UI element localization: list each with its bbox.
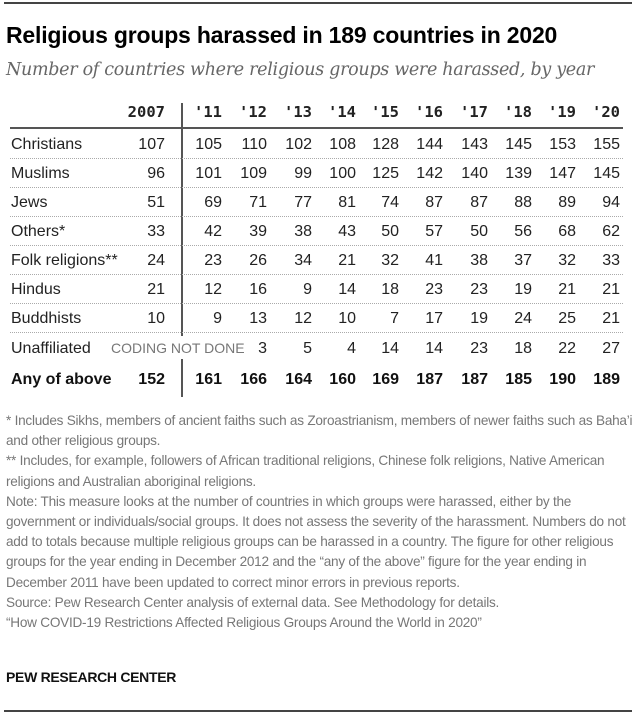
data-cell: 50 — [381, 223, 399, 240]
table-row-unaffiliated — [0, 334, 640, 363]
footnote-note: Note: This measure looks at the number of countries in which groups were harassed, either by the government or individuals/social groups. It does not assess the severity of the harassment. Numbers do not add to totals because multiple religious groups can be harassed in a country. The figure for other religious groups for the year ending in December 2012 and the “any of the above” figure for the year ending in December 2011 have been updated to correct minor errors in previous reports. — [6, 493, 626, 590]
data-cell: 12 — [294, 310, 312, 327]
data-cell: 145 — [593, 165, 620, 182]
data-cell: 190 — [549, 371, 576, 388]
data-cell: 18 — [381, 281, 399, 298]
data-cell: 185 — [505, 371, 532, 388]
data-cell: 32 — [381, 252, 399, 269]
data-cell: 88 — [514, 194, 532, 211]
data-cell: 21 — [602, 281, 620, 298]
row-label: Folk religions** — [11, 252, 118, 269]
data-cell: 109 — [240, 165, 267, 182]
data-cell: 21 — [147, 281, 165, 298]
data-cell: 14 — [381, 340, 399, 357]
row-label: Jews — [11, 194, 48, 211]
table-row — [0, 246, 640, 275]
data-cell: 108 — [329, 136, 356, 153]
data-cell: 166 — [240, 371, 267, 388]
data-cell: 18 — [514, 340, 532, 357]
data-cell: 23 — [470, 340, 488, 357]
column-header: '11 — [194, 103, 222, 121]
data-cell: 24 — [514, 310, 532, 327]
footnote-folk: ** Includes, for example, followers of African traditional religions, Chinese folk religions, Native American religions and Australian aboriginal religions. — [6, 453, 605, 489]
coding-not-done-note: CODING NOT DONE — [111, 340, 245, 356]
header-rule — [10, 127, 623, 129]
column-header: '19 — [548, 103, 576, 121]
data-cell: 41 — [425, 252, 443, 269]
data-cell: 189 — [593, 371, 620, 388]
data-cell: 37 — [514, 252, 532, 269]
data-cell: 161 — [195, 371, 222, 388]
column-header: 2007 — [127, 103, 165, 121]
data-cell: 102 — [285, 136, 312, 153]
data-cell: 23 — [204, 252, 222, 269]
data-cell: 3 — [258, 340, 267, 357]
brand-logo-text: PEW RESEARCH CENTER — [6, 669, 177, 685]
table-row — [0, 130, 640, 159]
data-cell: 51 — [147, 194, 165, 211]
column-header: '12 — [239, 103, 267, 121]
data-cell: 19 — [470, 310, 488, 327]
data-cell: 125 — [372, 165, 399, 182]
chart-subtitle: Number of countries where religious groups were harassed, by year — [6, 60, 595, 80]
data-cell: 87 — [425, 194, 443, 211]
data-cell: 94 — [602, 194, 620, 211]
row-label: Buddhists — [11, 310, 82, 327]
column-header: '13 — [284, 103, 312, 121]
data-cell: 12 — [204, 281, 222, 298]
row-label: Any of above — [11, 371, 112, 388]
data-cell: 187 — [461, 371, 488, 388]
data-cell: 100 — [329, 165, 356, 182]
table-row-total — [0, 365, 640, 394]
data-cell: 13 — [249, 310, 267, 327]
table-row — [0, 275, 640, 304]
table-row — [0, 304, 640, 333]
data-cell: 128 — [372, 136, 399, 153]
data-cell: 147 — [549, 165, 576, 182]
row-label: Christians — [11, 136, 83, 153]
bottom-rule — [4, 710, 632, 712]
column-header: '17 — [460, 103, 488, 121]
data-cell: 152 — [138, 371, 165, 388]
data-cell: 9 — [303, 281, 312, 298]
data-cell: 164 — [285, 371, 312, 388]
data-cell: 43 — [338, 223, 356, 240]
data-cell: 14 — [338, 281, 356, 298]
data-cell: 4 — [347, 340, 356, 357]
data-cell: 38 — [294, 223, 312, 240]
data-cell: 169 — [372, 371, 399, 388]
data-cell: 19 — [514, 281, 532, 298]
data-cell: 23 — [470, 281, 488, 298]
column-header: '18 — [504, 103, 532, 121]
data-cell: 62 — [602, 223, 620, 240]
table-row — [0, 217, 640, 246]
data-cell: 81 — [338, 194, 356, 211]
data-cell: 34 — [294, 252, 312, 269]
data-cell: 21 — [338, 252, 356, 269]
footnote-report: “How COVID-19 Restrictions Affected Religious Groups Around the World in 2020” — [6, 615, 482, 631]
data-cell: 33 — [602, 252, 620, 269]
data-cell: 155 — [593, 136, 620, 153]
data-cell: 39 — [249, 223, 267, 240]
data-cell: 69 — [204, 194, 222, 211]
column-header: '15 — [371, 103, 399, 121]
footnotes — [6, 411, 636, 633]
data-cell: 57 — [425, 223, 443, 240]
data-cell: 50 — [470, 223, 488, 240]
row-label: Unaffiliated — [11, 340, 91, 357]
column-header: '20 — [592, 103, 620, 121]
row-label: Others* — [11, 223, 66, 240]
data-cell: 74 — [381, 194, 399, 211]
data-cell: 56 — [514, 223, 532, 240]
data-cell: 22 — [558, 340, 576, 357]
data-cell: 26 — [249, 252, 267, 269]
data-cell: 187 — [416, 371, 443, 388]
table-row — [0, 188, 640, 217]
column-header: '16 — [415, 103, 443, 121]
row-separator — [10, 332, 623, 333]
data-cell: 99 — [294, 165, 312, 182]
data-cell: 89 — [558, 194, 576, 211]
data-cell: 10 — [147, 310, 165, 327]
data-cell: 5 — [303, 340, 312, 357]
footnote-others: * Includes Sikhs, members of ancient faiths such as Zoroastrianism, members of newer faiths such as Baha’i and other religious groups. — [6, 413, 633, 449]
data-cell: 14 — [425, 340, 443, 357]
data-cell: 105 — [195, 136, 222, 153]
data-cell: 16 — [249, 281, 267, 298]
data-cell: 23 — [425, 281, 443, 298]
data-cell: 143 — [461, 136, 488, 153]
row-label: Hindus — [11, 281, 61, 298]
data-cell: 77 — [294, 194, 312, 211]
data-cell: 144 — [416, 136, 443, 153]
data-cell: 110 — [241, 136, 267, 153]
data-cell: 101 — [195, 165, 222, 182]
row-label: Muslims — [11, 165, 70, 182]
data-cell: 9 — [213, 310, 222, 327]
data-cell: 38 — [470, 252, 488, 269]
footnote-source: Source: Pew Research Center analysis of external data. See Methodology for details. — [6, 594, 500, 610]
data-cell: 160 — [329, 371, 356, 388]
data-cell: 33 — [147, 223, 165, 240]
data-cell: 7 — [390, 310, 399, 327]
data-cell: 42 — [204, 223, 222, 240]
data-cell: 21 — [558, 281, 576, 298]
data-cell: 27 — [602, 340, 620, 357]
data-cell: 140 — [461, 165, 488, 182]
data-cell: 32 — [558, 252, 576, 269]
data-cell: 142 — [416, 165, 443, 182]
data-cell: 139 — [505, 165, 532, 182]
data-cell: 87 — [470, 194, 488, 211]
data-cell: 145 — [505, 136, 532, 153]
table-row — [0, 159, 640, 188]
data-cell: 96 — [147, 165, 165, 182]
column-header: '14 — [328, 103, 356, 121]
data-cell: 107 — [138, 136, 165, 153]
data-cell: 17 — [425, 310, 443, 327]
data-cell: 153 — [549, 136, 576, 153]
data-cell: 21 — [602, 310, 620, 327]
chart-title: Religious groups harassed in 189 countries in 2020 — [6, 22, 558, 48]
data-cell: 71 — [249, 194, 267, 211]
data-cell: 25 — [558, 310, 576, 327]
data-cell: 24 — [147, 252, 165, 269]
data-cell: 68 — [558, 223, 576, 240]
data-cell: 10 — [338, 310, 356, 327]
